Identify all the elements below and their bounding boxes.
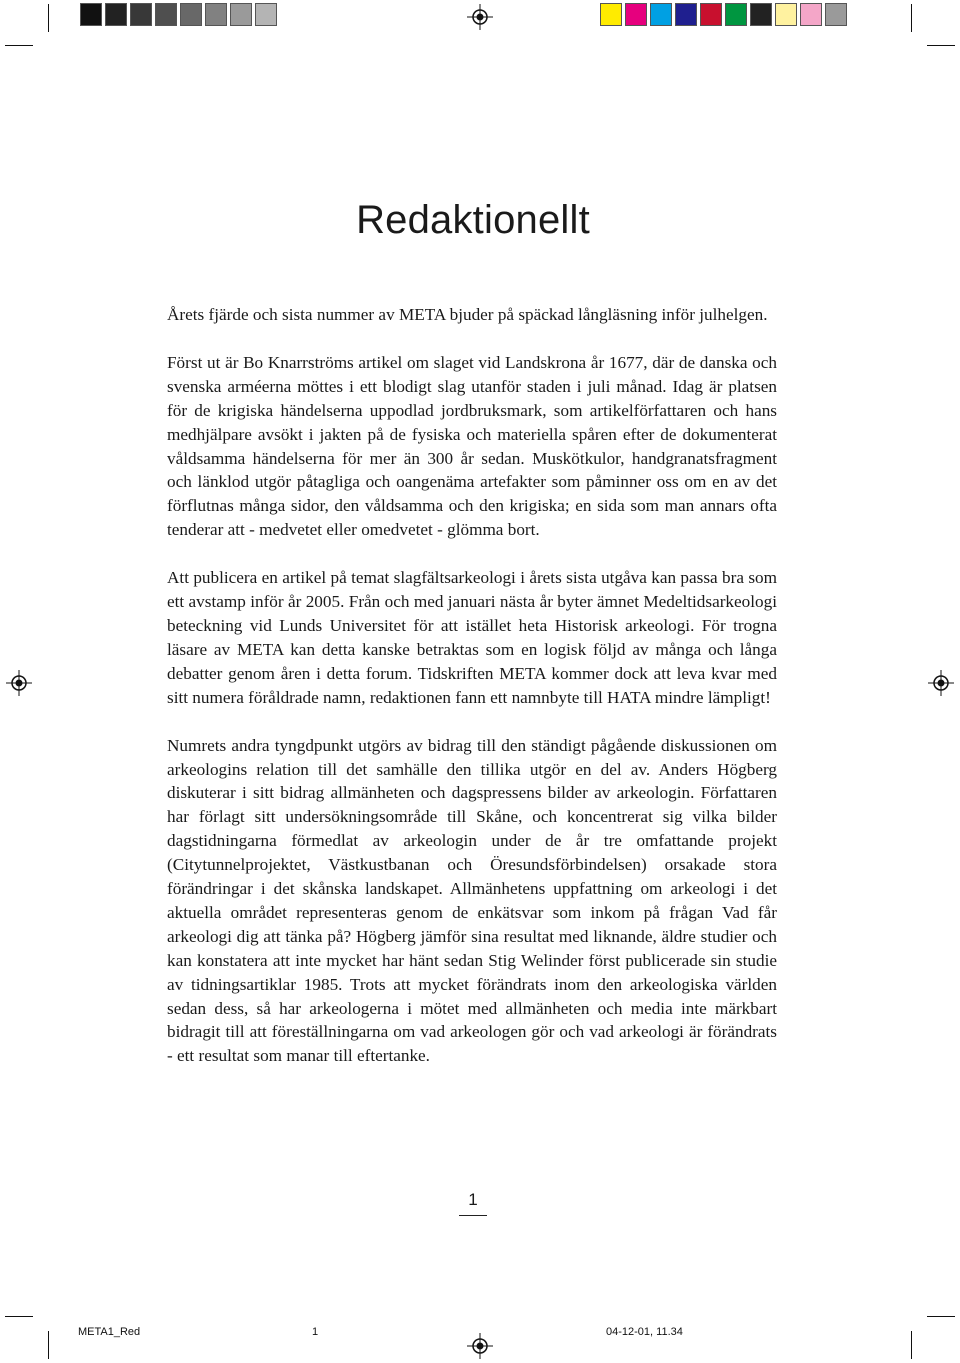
- color-swatch: [750, 3, 772, 26]
- crop-mark: [927, 45, 955, 46]
- registration-mark-icon: [6, 670, 32, 696]
- color-swatch: [255, 3, 277, 26]
- color-swatch: [155, 3, 177, 26]
- color-swatch: [725, 3, 747, 26]
- paragraph: Först ut är Bo Knarrströms artikel om slaget vid Landskrona år 1677, där de danska och svenska arméerna möttes i ett blodigt slag utanför staden i juli månad. Idag är platsen för de krigiska händelserna uppodlad jordbruksmark, som artikelförfattaren och hans medhjälpare avsökt i jakten på de fysiska och materiella spåren efter de dokumenterat våldsamma händelserna för mer än 300 år sedan. Muskötkulor, handgranatsfragment och länklod utgör påtagliga och oangenäma artefakter som påminner oss om en av det förflutnas många sidor, den våldsamma och den krigiska; en sida som man annars ofta tenderar att - medvetet eller omedvetet - glömma bort.: [167, 352, 777, 540]
- crop-mark: [911, 1331, 912, 1359]
- color-bar: [600, 3, 850, 26]
- color-swatch: [625, 3, 647, 26]
- article-body: [167, 303, 777, 1092]
- crop-mark: [5, 1316, 33, 1317]
- color-swatch: [675, 3, 697, 26]
- color-swatch: [180, 3, 202, 26]
- slug-file: META1_Red: [78, 1326, 141, 1338]
- page-title: Redaktionellt: [356, 198, 590, 242]
- slug-page: 1: [312, 1326, 319, 1338]
- color-swatch: [130, 3, 152, 26]
- crop-mark: [911, 4, 912, 32]
- color-swatch: [800, 3, 822, 26]
- crop-mark: [48, 4, 49, 32]
- gray-bar: [80, 3, 280, 26]
- color-swatch: [80, 3, 102, 26]
- color-swatch: [230, 3, 252, 26]
- registration-mark-icon: [467, 1333, 493, 1359]
- color-swatch: [600, 3, 622, 26]
- crop-mark: [5, 45, 33, 46]
- color-swatch: [105, 3, 127, 26]
- registration-mark-icon: [928, 670, 954, 696]
- color-swatch: [650, 3, 672, 26]
- folio-rule: [459, 1215, 487, 1216]
- color-swatch: [825, 3, 847, 26]
- color-swatch: [205, 3, 227, 26]
- paragraph: Numrets andra tyngdpunkt utgörs av bidrag till den ständigt pågående diskussionen om arkeologins relation till det samhälle den tillika utgör en del av. Anders Högberg diskuterar i sitt bidrag allmänheten och dagspressens bilder av arkeologin. Författaren har förlagt sitt undersökningsområde till Skåne, och koncentrerat sig vilka bilder dagstidningarna förmedlat av arkeologin under de år tre omfattande projekt (Citytunnelprojektet, Västkustbanan och Öresundsförbindelsen) orsakade stora förändringar i det skånska landskapet. Allmänhetens uppfattning om arkeologi i det aktuella området representeras genom de enkätsvar som inkom på frågan Vad får arkeologi dig att tänka på? Högberg jämför sina resultat med liknande, äldre studier och kan konstatera att inte mycket har hänt sedan Stig Welinder först publicerade sin studie av tidningsartiklar 1985. Trots att mycket förändrats inom den arkeologiska världen sedan dess, så har arkeologerna i mötet med allmänheten och media inte märkbart bidragit till att föreställningarna om vad arkeologen gör och vad arkeologi är förändrats - ett resultat som manar till eftertanke.: [167, 735, 777, 1066]
- color-swatch: [700, 3, 722, 26]
- slug-timestamp: 04-12-01, 11.34: [606, 1326, 683, 1338]
- page-number: 1: [468, 1190, 478, 1209]
- crop-mark: [927, 1316, 955, 1317]
- color-swatch: [775, 3, 797, 26]
- paragraph: Att publicera en artikel på temat slagfältsarkeologi i årets sista utgåva kan passa bra som ett avstamp inför år 2005. Från och med januari nästa år byter ämnet Medeltidsarkeologi beteckning vid Lunds Universitet för att istället heta Historisk arkeologi. För trogna läsare av META kan detta kanske betraktas som en logisk följd av många och långa debatter genom åren i detta forum. Tidskriften META kommer dock att leva kvar med sitt numera föråldrade namn, redaktionen fann ett namnbyte till HATA mindre lämpligt!: [167, 568, 777, 707]
- registration-mark-icon: [467, 4, 493, 30]
- paragraph: Årets fjärde och sista nummer av META bjuder på späckad långläsning inför julhelgen.: [167, 305, 768, 324]
- crop-mark: [48, 1331, 49, 1359]
